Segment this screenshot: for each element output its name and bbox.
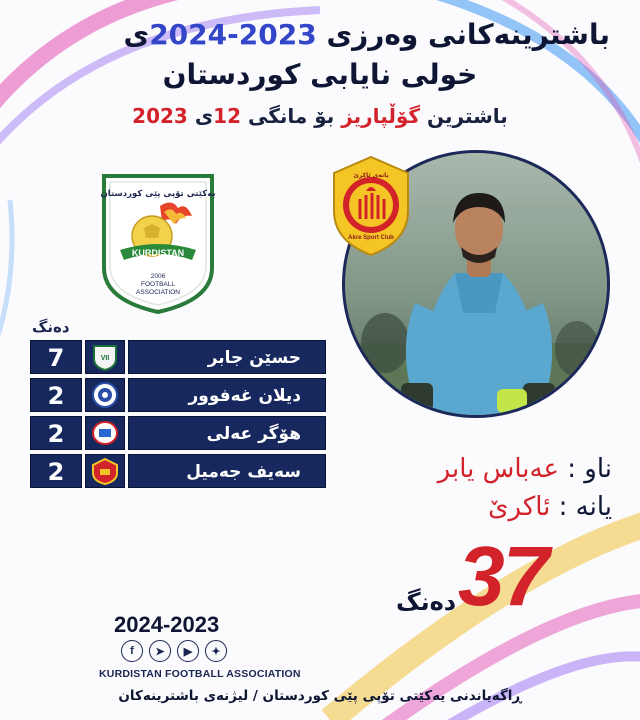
player-name: حسێن جابر bbox=[128, 340, 326, 374]
subtitle-prefix: باشترین bbox=[427, 104, 508, 128]
club-logo-icon bbox=[85, 340, 125, 374]
points-value: 2 bbox=[30, 416, 82, 450]
ranking-row bbox=[30, 416, 326, 450]
points-column-header: دەنگ bbox=[32, 318, 70, 336]
ranking-row bbox=[30, 378, 326, 412]
title-season: 2024-2023 bbox=[149, 18, 317, 51]
subtitle-year: 2023 bbox=[132, 104, 188, 128]
crest-line1: FOOTBALL bbox=[141, 281, 175, 288]
subtitle-mid: بۆ مانگی bbox=[247, 104, 335, 128]
ranking-row bbox=[30, 340, 326, 374]
winner-name-line bbox=[438, 454, 612, 484]
youtube-icon[interactable]: ▶ bbox=[177, 640, 199, 662]
telegram-icon[interactable]: ➤ bbox=[149, 640, 171, 662]
social-links bbox=[121, 640, 227, 662]
akre-club-badge-logo bbox=[330, 155, 412, 257]
ranking-table bbox=[30, 340, 326, 492]
crest-year: 2006 bbox=[150, 273, 166, 280]
association-name: KURDISTAN FOOTBALL ASSOCIATION bbox=[99, 668, 301, 680]
points-value: 7 bbox=[30, 340, 82, 374]
player-name: سەیف جەمیل bbox=[128, 454, 326, 488]
club-label: یانە : bbox=[558, 492, 612, 522]
club-logo-icon bbox=[85, 416, 125, 450]
winner-votes: 37 bbox=[458, 529, 548, 623]
crest-line2: ASSOCIATION bbox=[136, 289, 180, 296]
subtitle-award: گۆڵپاریز bbox=[341, 104, 421, 128]
page-title-line2: خولی نایابی کوردستان bbox=[162, 58, 478, 91]
winner-votes-unit: دەنگ bbox=[396, 588, 457, 616]
name-label: ناو : bbox=[567, 454, 612, 484]
club-logo-icon bbox=[85, 378, 125, 412]
footer-credit: ڕاگەیاندنی یەکێتی تۆپی پێی کوردستان / لیژنەی باشترینەکان bbox=[118, 688, 522, 704]
page-title-line1 bbox=[124, 18, 610, 51]
club-logo-icon bbox=[85, 454, 125, 488]
twitter-icon[interactable]: ✦ bbox=[205, 640, 227, 662]
footer-season: 2024-2023 bbox=[114, 612, 220, 637]
page-subtitle bbox=[0, 104, 640, 128]
player-name: هۆگر عەلی bbox=[128, 416, 326, 450]
winner-club-line bbox=[488, 492, 612, 522]
points-value: 2 bbox=[30, 378, 82, 412]
subtitle-suffix: ی bbox=[194, 104, 214, 128]
points-value: 2 bbox=[30, 454, 82, 488]
crest-ribbon: KURDISTAN bbox=[131, 248, 185, 258]
svg-text:VII: VII bbox=[100, 355, 110, 362]
subtitle-month: 12 bbox=[213, 104, 241, 128]
winner-club: ئاکرێ bbox=[488, 492, 551, 522]
facebook-icon[interactable]: f bbox=[121, 640, 143, 662]
player-name: دیلان غەفوور bbox=[128, 378, 326, 412]
kurdistan-fa-crest-logo bbox=[100, 172, 216, 314]
winner-name: عەباس یابر bbox=[437, 454, 559, 484]
crest-top-text: یەکێتی تۆپی پێی کوردستان bbox=[100, 189, 216, 199]
title-suffix: ی bbox=[123, 18, 150, 51]
badge-bottom-text: Akre Sport Club bbox=[348, 235, 394, 241]
title-text: باشترینەکانی وەرزی bbox=[326, 18, 610, 51]
ranking-row bbox=[30, 454, 326, 488]
badge-top-text: یانەی ئاکرێ bbox=[353, 172, 389, 179]
